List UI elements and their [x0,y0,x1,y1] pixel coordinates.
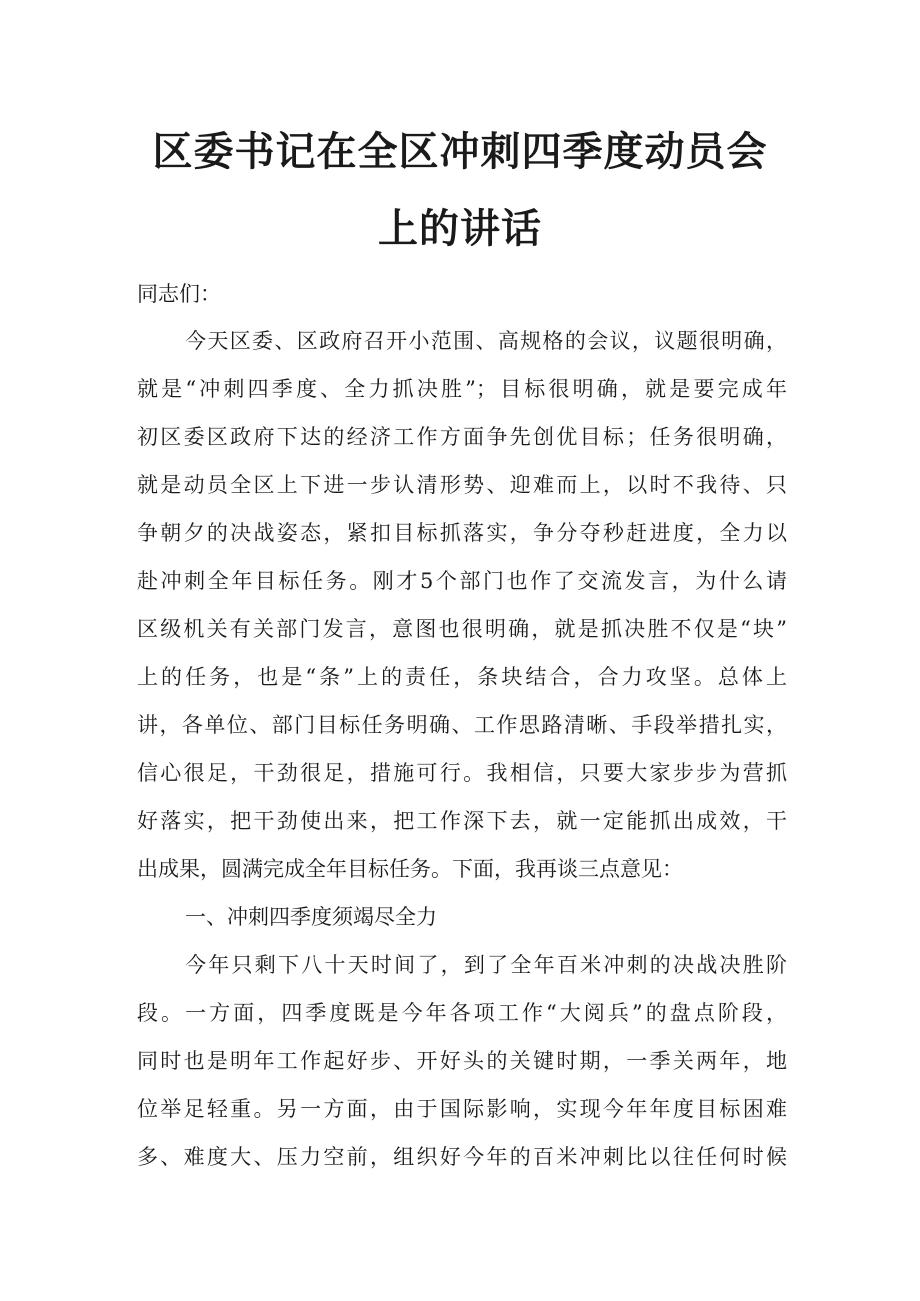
paragraph-line: 讲，各单位、部门目标任务明确、工作思路清晰、手段举措扎实， [137,713,787,737]
paragraph-line: 位举足轻重。另一方面，由于国际影响，实现今年年度目标困难 [137,1097,787,1121]
section-heading: 一、冲刺四季度须竭尽全力 [185,905,437,929]
paragraph-line: 段。一方面，四季度既是今年各项工作“大阅兵”的盘点阶段， [137,1001,787,1025]
paragraph-line: 今年只剩下八十天时间了，到了全年百米冲刺的决战决胜阶 [185,953,787,977]
paragraph-line: 信心很足，干劲很足，措施可行。我相信，只要大家步步为营抓 [137,761,787,785]
paragraph-line: 上的任务，也是“条”上的责任，条块结合，合力攻坚。总体上 [137,665,787,689]
paragraph-line: 就是动员全区上下进一步认清形势、迎难而上，以时不我待、只 [137,473,787,497]
paragraph-line: 多、难度大、压力空前，组织好今年的百米冲刺比以往任何时候 [137,1145,787,1169]
paragraph-line: 争朝夕的决战姿态，紧扣目标抓落实，争分夺秒赶进度，全力以 [137,521,787,545]
paragraph-line: 区级机关有关部门发言，意图也很明确，就是抓决胜不仅是“块” [137,617,787,641]
document-title-line-1: 区委书记在全区冲刺四季度动员会 [152,129,768,175]
salutation: 同志们： [137,282,221,306]
paragraph-line: 出成果，圆满完成全年目标任务。下面，我再谈三点意见： [137,857,683,881]
paragraph-line: 赴冲刺全年目标任务。刚才5个部门也作了交流发言，为什么请 [137,569,787,593]
paragraph-line: 今天区委、区政府召开小范围、高规格的会议，议题很明确， [185,329,787,353]
paragraph-line: 好落实，把干劲使出来，把工作深下去，就一定能抓出成效，干 [137,809,787,833]
paragraph-line: 初区委区政府下达的经济工作方面争先创优目标；任务很明确， [137,425,787,449]
paragraph-line: 就是“冲刺四季度、全力抓决胜”；目标很明确，就是要完成年 [137,377,787,401]
paragraph-line: 同时也是明年工作起好步、开好头的关键时期，一季关两年，地 [137,1049,787,1073]
document-title-line-2: 上的讲话 [378,206,542,252]
